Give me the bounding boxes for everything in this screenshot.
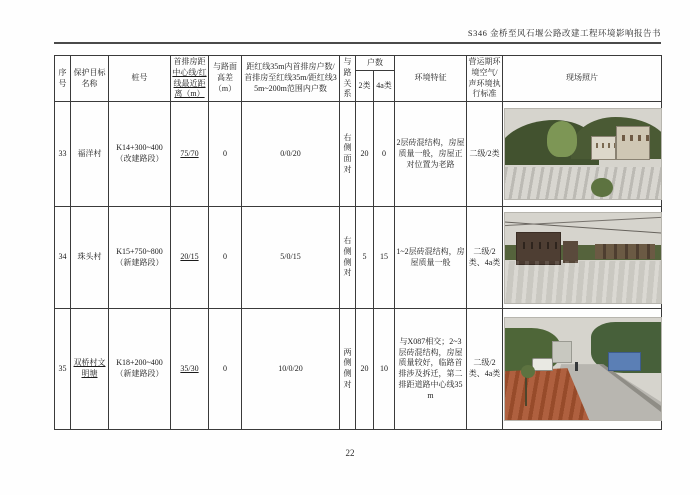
- photo-rice-field: [505, 261, 661, 302]
- distance-header-underlined: 中心线/红线最近距离（m）: [172, 67, 207, 99]
- cell-class2: 5: [356, 207, 374, 309]
- photo-white-house: [591, 136, 616, 160]
- cell-road-relation: 右侧面对: [340, 102, 356, 207]
- photo-farm-field: [505, 167, 661, 199]
- cell-standard: 二级/2类、4a类: [467, 309, 503, 430]
- cell-stake: K18+200~400（新建路段）: [109, 309, 171, 430]
- site-photo-dirt-road: [504, 317, 662, 421]
- col-header-stake: 桩号: [109, 56, 171, 102]
- photo-blue-shed: [608, 352, 641, 371]
- cell-distance: 20/15: [171, 207, 209, 309]
- cell-road-relation: 两侧侧对: [340, 309, 356, 430]
- header-rule: [54, 42, 661, 44]
- col-header-class2: 2类: [356, 71, 374, 102]
- col-header-households: 户数: [356, 56, 395, 71]
- cell-households-detail: 5/0/15: [242, 207, 340, 309]
- table-row-35: [55, 309, 662, 430]
- cell-class4a: 0: [374, 102, 395, 207]
- cell-class2: 20: [356, 309, 374, 430]
- photo-sapling-leaves: [521, 365, 535, 378]
- cell-env-features: 与X087相交；2~3层砖混结构，房屋质量较好，临路首排涉及拆迁，第二排距道路中心线35m: [395, 309, 467, 430]
- cell-class4a: 10: [374, 309, 395, 430]
- photo-white-house: [616, 126, 650, 160]
- photo-shrub: [591, 178, 613, 198]
- col-header-height-diff: 与路面高差（m）: [209, 56, 242, 102]
- cell-class2: 20: [356, 102, 374, 207]
- cell-name: 双桥村文明塘: [71, 309, 109, 430]
- photo-tree: [547, 121, 577, 157]
- document-header-title: S346 金桥至风石堰公路改建工程环境影响报告书: [467, 28, 661, 38]
- cell-env-features: 2层砖混结构，房屋质量一般，房屋正对位置为老路: [395, 102, 467, 207]
- cell-height-diff: 0: [209, 102, 242, 207]
- col-header-road-relation: 与路关系: [340, 56, 356, 102]
- cell-class4a: 15: [374, 207, 395, 309]
- col-header-households-detail: 距红线35m内首排房户数/首排房至红线35m/距红线35m~200m范围内户数: [242, 56, 340, 102]
- cell-photo: [503, 207, 662, 309]
- cell-name: 福洋村: [71, 102, 109, 207]
- cell-distance: 35/30: [171, 309, 209, 430]
- cell-seq: 33: [55, 102, 71, 207]
- distance-header-prefix: 首排房距: [173, 57, 206, 66]
- col-header-distance: [171, 56, 209, 102]
- cell-seq: 34: [55, 207, 71, 309]
- cell-photo: [503, 309, 662, 430]
- cell-height-diff: 0: [209, 309, 242, 430]
- table-row-34: [55, 207, 662, 309]
- cell-stake: K15+750~800（新建路段）: [109, 207, 171, 309]
- col-header-name: 保护目标名称: [71, 56, 109, 102]
- photo-distant-houses: [595, 244, 654, 259]
- cell-households-detail: 0/0/20: [242, 102, 340, 207]
- photo-brick-house: [516, 232, 561, 264]
- cell-photo: [503, 102, 662, 207]
- col-header-seq: 序号: [55, 56, 71, 102]
- cell-height-diff: 0: [209, 207, 242, 309]
- photo-pedestrian: [575, 362, 578, 371]
- cell-road-relation: 右侧侧对: [340, 207, 356, 309]
- col-header-standard: 营运期环境空气/声环境执行标准: [467, 56, 503, 102]
- site-photo-rice-field: [504, 212, 662, 304]
- photo-brick-house: [563, 241, 579, 263]
- col-header-class4a: 4a类: [374, 71, 395, 102]
- photo-power-line: [504, 216, 662, 226]
- cell-standard: 二级/2类、4a类: [467, 207, 503, 309]
- cell-households-detail: 10/0/20: [242, 309, 340, 430]
- cell-env-features: 1~2层砖混结构，房屋质量一般: [395, 207, 467, 309]
- cell-name: 珠头村: [71, 207, 109, 309]
- protection-targets-table: [54, 55, 662, 430]
- col-header-env-features: 环境特征: [395, 56, 467, 102]
- page-number: 22: [345, 448, 355, 458]
- cell-standard: 二级/2类: [467, 102, 503, 207]
- photo-distant-building: [552, 341, 572, 363]
- table-row-33: [55, 102, 662, 207]
- cell-seq: 35: [55, 309, 71, 430]
- cell-stake: K14+300~400（改建路段）: [109, 102, 171, 207]
- photo-white-car: [532, 358, 554, 371]
- cell-distance: 75/70: [171, 102, 209, 207]
- site-photo-village-hill: [504, 108, 662, 200]
- col-header-photo: 现场照片: [503, 56, 662, 102]
